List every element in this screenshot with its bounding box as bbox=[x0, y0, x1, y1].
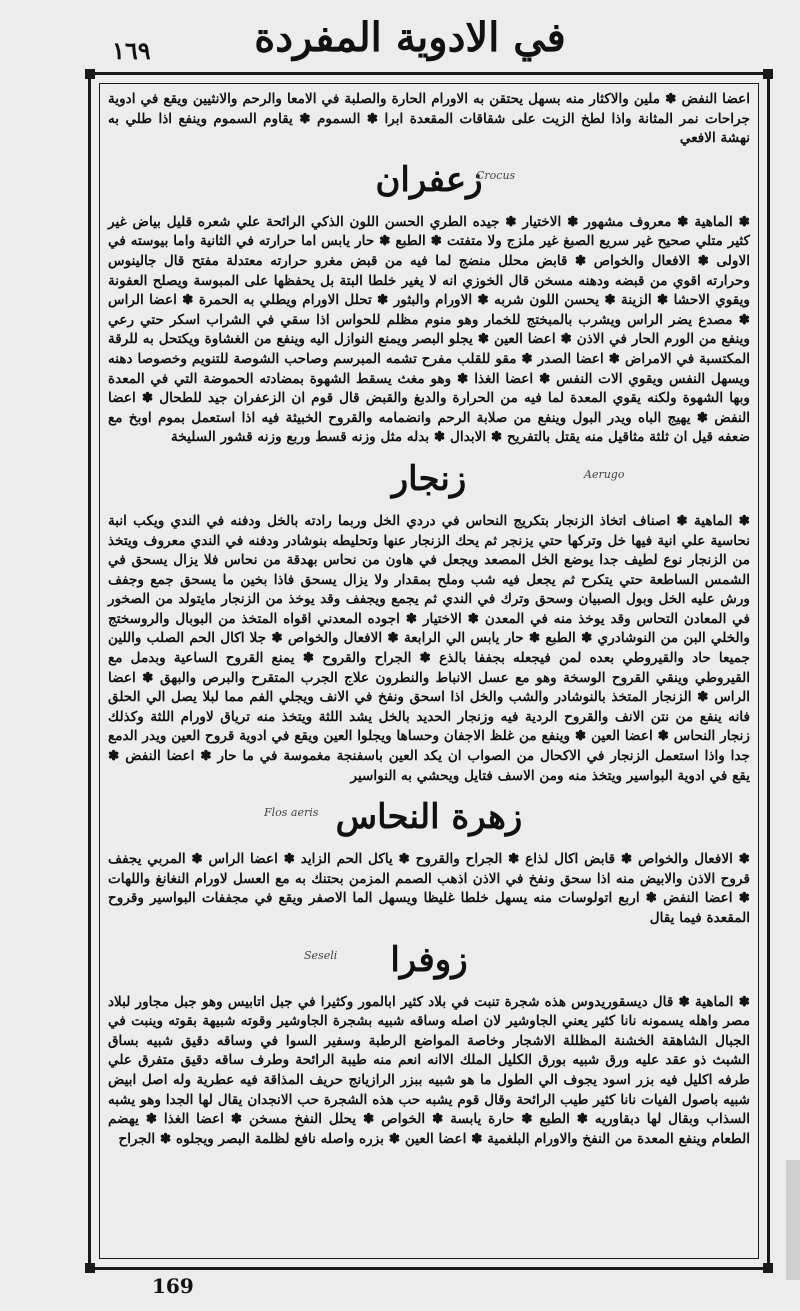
intro-paragraph: اعضا النفض ✽ ملين والاكثار منه بسهل يحتقن به الاورام الحارة والصلبة في الامعا والرحم والانثيين ويقع في ادوية جراحات نمر المثانة واذا لطخ الزيت على شقاقات المقعدة ابرا ✽ السموم ✽ يقاوم السموم وينفع اذا طلي به نهشة الافعي bbox=[108, 91, 750, 147]
entry-title: زهرة النحاس bbox=[335, 797, 523, 838]
frame-corner-ornament bbox=[763, 1263, 773, 1273]
entry-heading-zufra bbox=[104, 935, 754, 985]
running-head bbox=[0, 10, 800, 70]
page-edge-shadow bbox=[786, 1160, 800, 1280]
entry-body-zufra: ✽ الماهية ✽ قال ديسقوريدوس هذه شجرة تنبت في بلاد كثير ابالمور وكثيرا في جبل اتابيس وهو جبل مجاور لبلاد مصر واهله يسمونه نانا كثير يعني الجاوشير لان اصله وساقه شبيه بشجرة الجاوشير وقوته شبيهة بقوته وينبت في الجبال الشاهقة الخشنة المظللة الاشجار وخاصة المواضع الرطبة وسفير السوا في وساقه دقيق شبيه بساق الشبث ذو عقد عليه ورق شبيه بورق الكليل الملك الاانه انعم منه طيبة الرائحة وطرف ساقه دقيق متفرق علي طرفه اكليل فيه بزر اسود يجوف الي الطول ما هو شبيه ببزر الرازيانج حريف المذاقة فيه عطرية وله اصل ابيض شبيه باصول الفيات نانا كثير طيب الرائحة وقال قوم يشبه حب هذه الشجرة حب الانجدان يقال لها الجدا وهو يشبه السذاب وبقال لها دبقاوريه ✽ الطبع ✽ حارة يابسة ✽ الخواص ✽ يحلل النفخ مسخن ✽ اعضا الغذا ✽ يهضم الطعام وينفع المعدة من النفخ والاورام البلغمية ✽ اعضا العين ✽ بزره واصله نافع لظلمة البصر ويجلوه ✽ الجراح bbox=[108, 993, 750, 1147]
entry-title: زعفران bbox=[375, 159, 483, 200]
entry-title: زنجار bbox=[391, 458, 467, 499]
text-column bbox=[104, 90, 754, 1258]
latin-annotation: Flos aeris bbox=[264, 806, 319, 820]
entry-heading-zahrat-nuhas bbox=[104, 792, 754, 842]
frame-corner-ornament bbox=[85, 1263, 95, 1273]
page-title: في الادوية المفردة bbox=[254, 14, 566, 61]
entry-title: زوفرا bbox=[390, 939, 468, 980]
page-number-bottom: 169 bbox=[152, 1274, 194, 1298]
entry-body-zafaran: ✽ الماهية ✽ معروف مشهور ✽ الاختيار ✽ جيده الطري الحسن اللون الذكي الرائحة علي شعره قليل بياض غير كثير متلي صحيح غير سريع الصبغ غير ملزج ولا متفتت ✽ الطبع ✽ حار يابس اما حرارته في الثانية واما بيوسته في الاولى ✽ الافعال والخواص ✽ قابض محلل منضج لما فيه من قبض مغرو حرارته معتدلة مفتح قال جالينوس وحرارته اقوي من قبضه ودهنه مسخن قال الخوزي انه لا يغير خلطا البتة بل يحفظها على المبوسة ويصلح العفونة ويقوي الاحشا ✽ الزينة ✽ يحسن اللون شربه ✽ الاورام والبثور ✽ تحلل الاورام ويطلي به الحمرة ✽ اعضا الراس ✽ مصدع يضر الراس ويشرب بالمبختج للخمار وهو منوم مظلم للحواس اذا سقي في الشراب اسكر حتي رعي وينفع من الورم الحار في الاذن ✽ اعضا العين ✽ يجلو البصر ويمنع النوازل اليه وينفع من الغشاوة ويكتحل به للرقة المكتسبة في الامراض ✽ اعضا الصدر ✽ مقو للقلب مفرح تشمه المبرسم وصاحب الشوصة للتنويم وخصوصا دهنه ويسهل النفس ويقوي الات النفس ✽ اعضا الغذا ✽ وهو مغث يسقط الشهوة بمضادته الحموضة التي في المعدة وبها الشهوة ولكنه يقوي المعدة لما فيه من الحرارة والدبغ والقبض قال قوم ان الزعفران جيد للطحال ✽ اعضا النفض ✽ يهيج الباه ويدر البول وينفع من صلابة الرحم وانضمامه والقروح الخبيثة فيه اذا استعمل بموم اوبخ مع ضعفه قيل ان ثلثة مثاقيل منه يقتل بالتفريح ✽ الابدال ✽ بدله مثل وزنه قسط وربع وزنه قشور السليخة bbox=[108, 213, 750, 446]
latin-annotation: Crocus bbox=[476, 168, 516, 182]
frame-corner-ornament bbox=[763, 69, 773, 79]
page-number-top: ١٦٩ bbox=[112, 36, 151, 65]
entry-heading-zinjar bbox=[104, 454, 754, 504]
latin-annotation: Aerugo bbox=[584, 467, 625, 481]
entry-body-zinjar: ✽ الماهية ✽ اصناف اتخاذ الزنجار بتكريج النحاس في دردي الخل وربما رادته بالخل ودفنه في الندي ويكب انبة نحاسية علي انية فيها خل وتركها حتي يزنجر ثم يحك الزنجار عنها وتحليطه بنوشادر ودفنه في الندي معروف ويتخذ من الزنجار نوع لطيف جدا يوضع الخل المصعد ويجعل في هاون من نحاس بهدقة من نحاس فلا يزال يسحق في الشمس الساطعة حتي يتكرح ثم يجعل فيه شب وملح بمقدار ولا يزال يسحق فاذا بخين ما يسحق جمع وجفف ورش عليه الخل وبول الصبيان وسحق وترك في الندي ثم يجمع ويجفف وقد يوخذ من الزنجار مايتولد من الصخور في المعادن التحاس وقد يوخذ منه في المعدن ✽ الاختيار ✽ اجوده المعدني اقواه المتخذ من البوبال والروسختج والخلي البن من النوشادري ✽ الطبع ✽ حار يابس الي الرابعة ✽ الافعال والخواص ✽ جلا اكال الحم الصلب واللين جميعا حاد والقيروطي بعده لمن فيجعله بجففا بالذع ✽ الجراح والقروح ✽ يمنع القروح الساعية وبدمل مع القيروطي وينقي القروح الوسخة وهو مع عسل الانباط والنطرون علاج الجرب المتقرح والبرص والبهق ✽ اعضا الراس ✽ الزنجار المتخذ بالنوشادر والشب والخل اذا اسحق ونفخ في الانف ويجلي الفم مما لبلا يصل الي الحلق فانه ينفع من نتن الانف والقروح الردية فيه وزنجار الحديد بالخل يشد اللثة ويتخذ منه ترياق لاورام اللثة وكذلك زنجار النحاس ✽ اعضا العين ✽ وينفع من غلظ الاجفان وحساها ويجلوا العين ويقع في ادوية قروح العين ويدر الدمع جدا واذا استعمل الزنجار في الاكحال من الصواب ان يكد العين باسفنجة مغموسة في ما حار ✽ اعضا النفض ✽ يقع في ادوية البواسير ويتخذ منه ومن الاسف فتايل ويحشي به النواسير bbox=[108, 512, 750, 784]
frame-corner-ornament bbox=[85, 69, 95, 79]
latin-annotation: Seseli bbox=[304, 948, 338, 962]
entry-heading-zafaran bbox=[104, 155, 754, 205]
entry-body-zahrat-nuhas: ✽ الافعال والخواص ✽ قابض اكال لذاع ✽ الجراح والقروح ✽ ياكل الحم الزايد ✽ اعضا الراس ✽ المربي يجفف قروح الاذن والابيض منه اذا سحق ونفخ في الاذن اذهب الصمم المزمن بحتنك به مع العسل لاورام النغانغ واللهات ✽ اعضا النفض ✽ اربع اتولوسات منه يسهل خلطا غليظا ويسهل الما الاصفر ويقع في مجففات البواسير وقروح المقعدة فيما يقال bbox=[108, 851, 750, 926]
